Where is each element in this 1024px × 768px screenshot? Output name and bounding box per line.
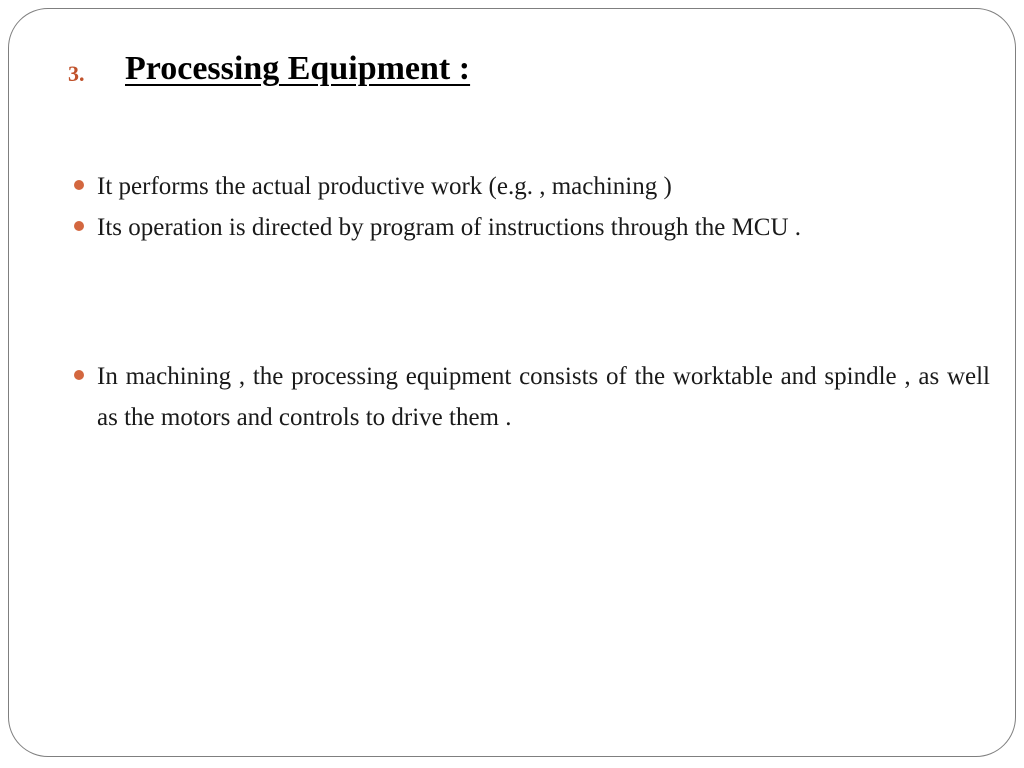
bullet-item	[74, 166, 990, 207]
bullet-text: It performs the actual productive work (e.g. , machining )	[97, 173, 672, 200]
bullet-list	[74, 166, 990, 438]
bullet-dot-icon	[74, 370, 84, 380]
heading-title: Processing Equipment :	[125, 50, 471, 87]
bullet-text: Its operation is directed by program of instructions through the MCU .	[97, 214, 802, 241]
bullet-item	[74, 207, 990, 248]
bullet-dot-icon	[74, 180, 84, 190]
bullet-text: In machining , the processing equipment consists of the worktable and spindle , as well as the motors and controls to drive them .	[97, 363, 990, 431]
heading-number: 3.	[68, 61, 85, 86]
bullet-item	[74, 356, 990, 438]
bullet-dot-icon	[74, 221, 84, 231]
